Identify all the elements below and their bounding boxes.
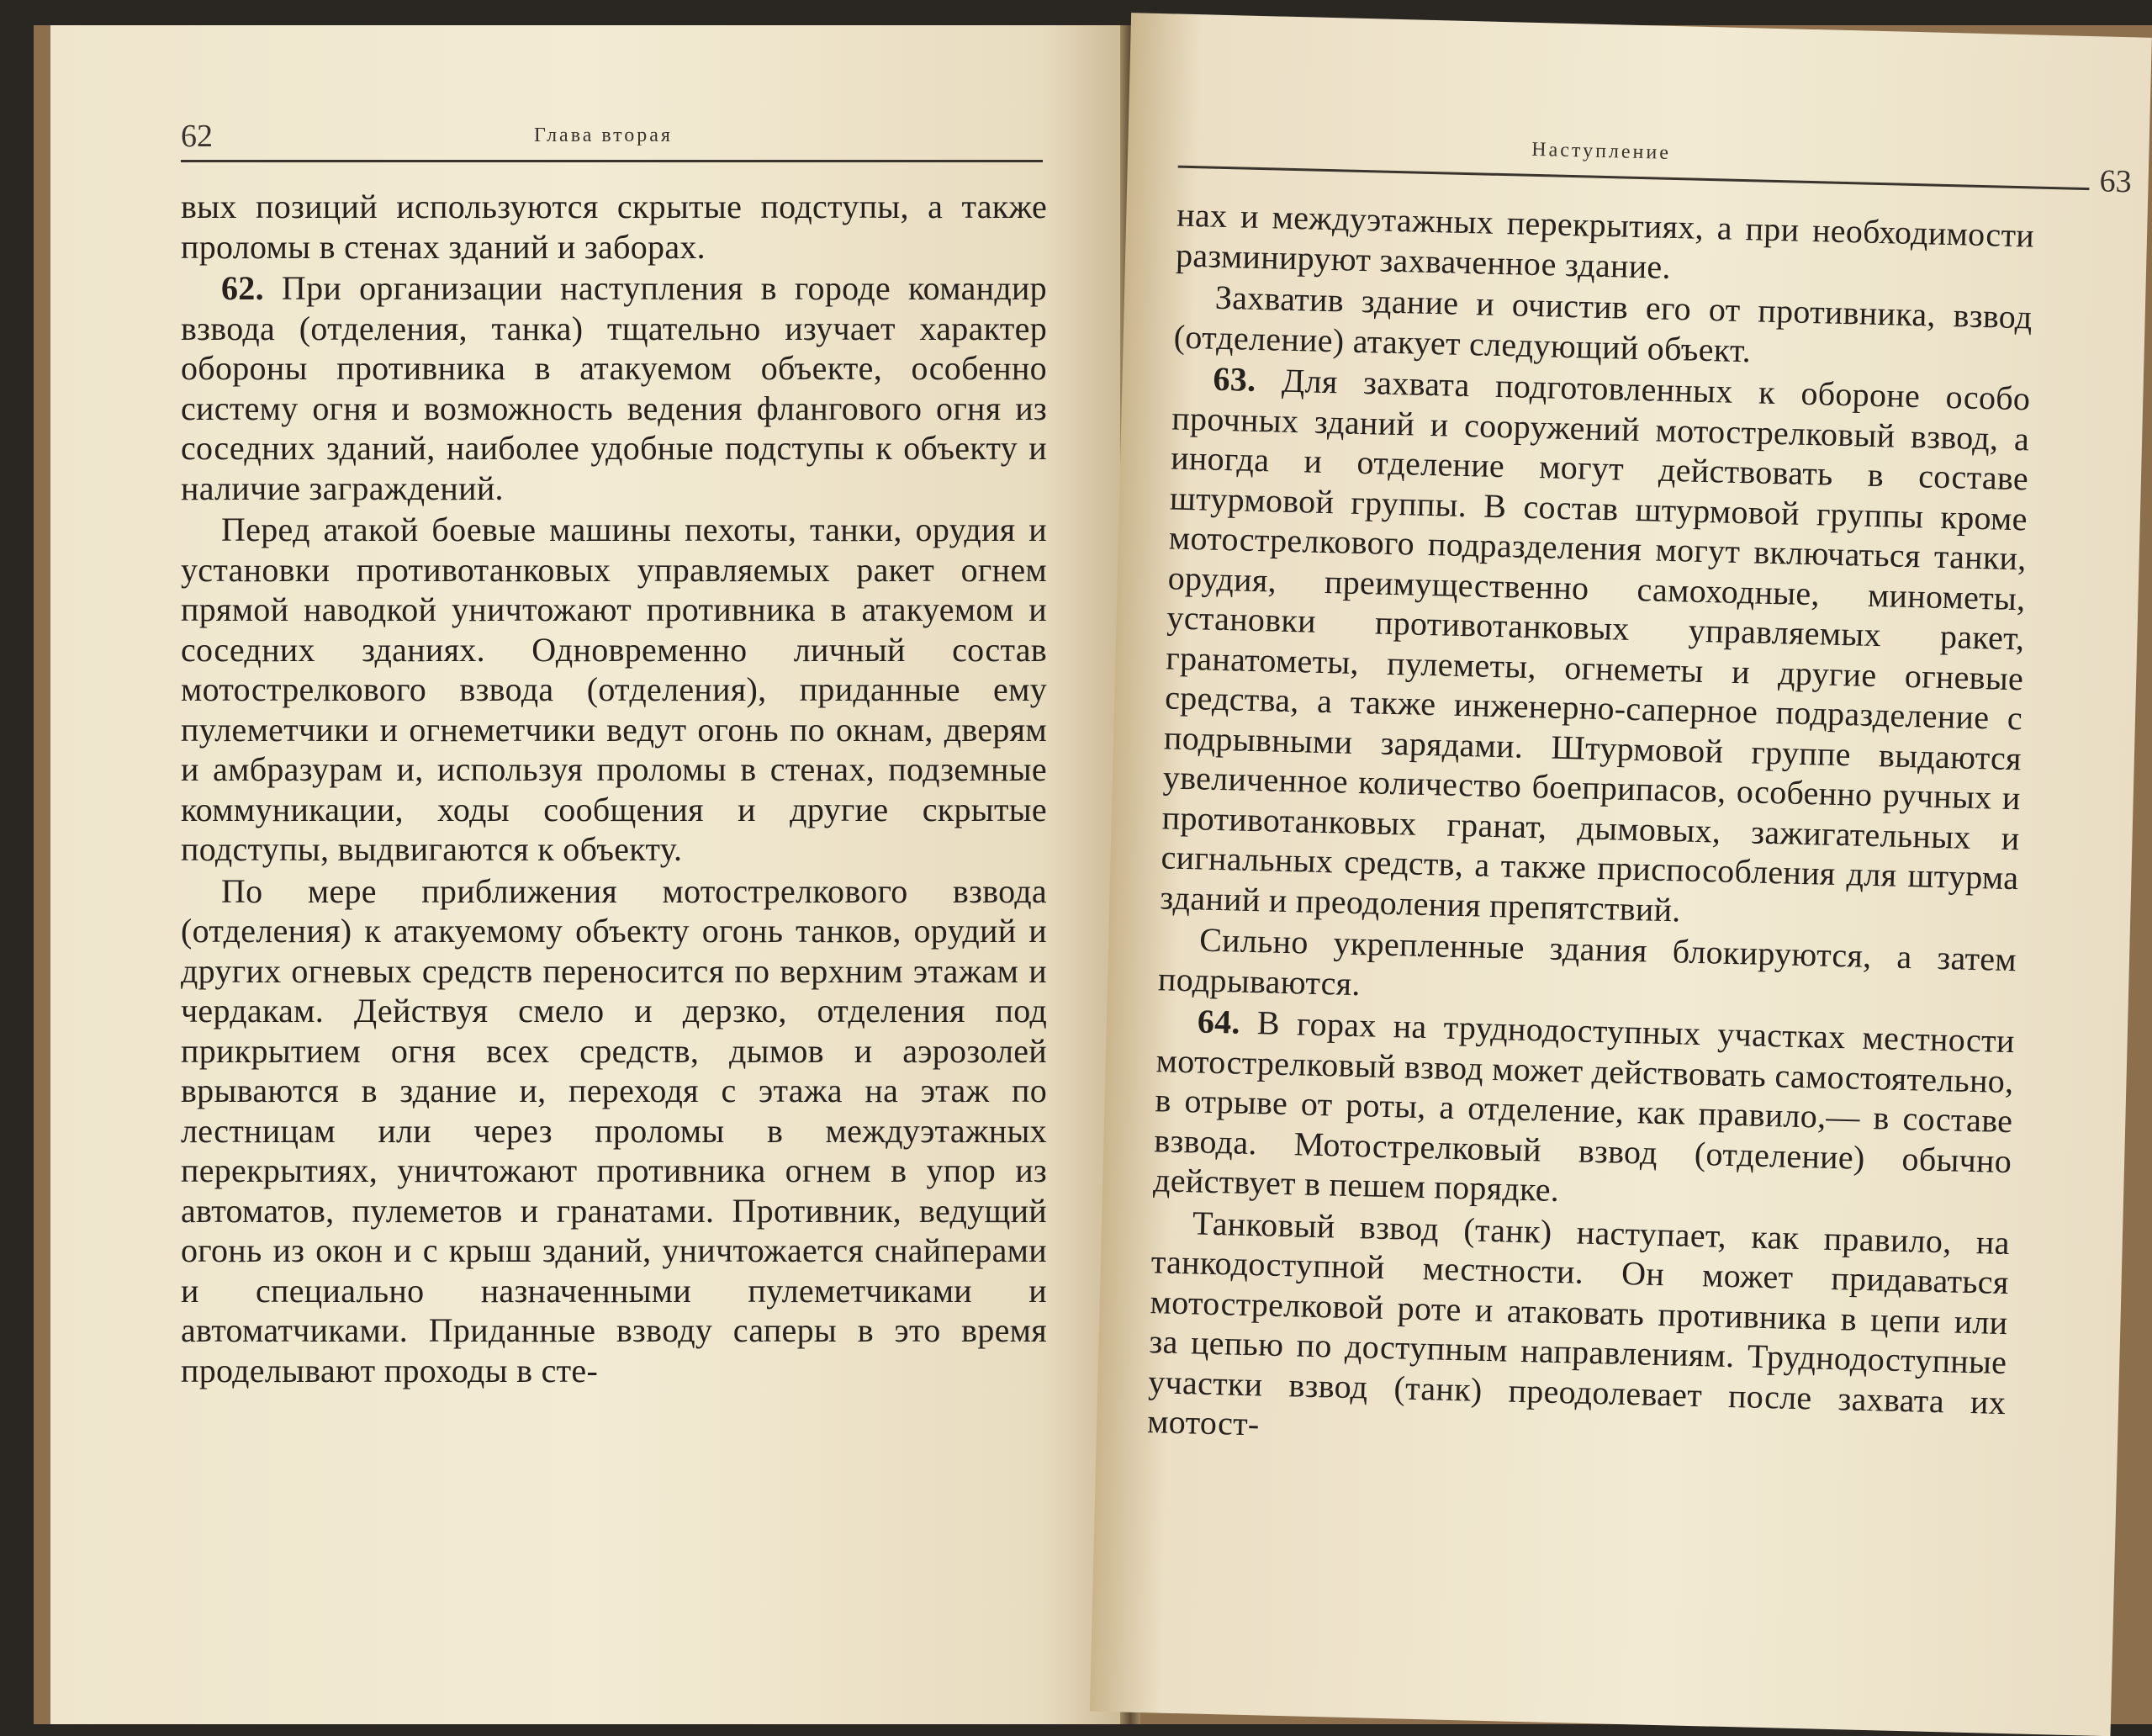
running-head-left: Глава вторая (534, 124, 673, 146)
paragraph-text: Захватив здание и очистив его от противника, взвод (отделение) атакует следующий объект. (1173, 278, 2033, 369)
page-number-left: 62 (181, 119, 213, 154)
paragraph-text: В горах на труднодоступных участках местности мотострелковый взвод может действовать самостоятельно, в отрыве от роты, а отделение, как правило,— в составе взвода. Мотострелковый взвод (отделение) обычно действует в пешем порядке. (1152, 1003, 2016, 1209)
right-page-header (1178, 115, 2133, 200)
paragraph-number: 63. (1213, 359, 1257, 399)
paragraph (181, 510, 1047, 870)
paragraph-text: При организации наступления в городе командир взвода (отделения, танка) тщательно изучает характер обороны противника в атакуемом объекте, особенно систему огня и возможность ведения флангового огня из соседних зданий, наиболее удобные подступы к объекту и наличие заграждений. (181, 269, 1047, 507)
paragraph-text: По мере приближения мотострелкового взвода (отделения) к атакуемому объекту огонь танков, орудий и других огневых средств переносится по верхним этажам и чердакам. Действуя смело и дерзко, отделения под прикрытием огня всех средств, дымов и аэрозолей врываются в здание и, переходя с этажа на этаж по лестницам или через проломы в междуэтажных перекрытиях, уничтожают противника огнем в упор из автоматов, пулеметов и гранатами. Противник, ведущий огонь из окон и с крыш зданий, уничтожается снайперами и специально назначенными пулеметчиками и автоматчиками. Приданные взводу саперы в это время проделывают проходы в сте- (181, 871, 1047, 1389)
paragraph (181, 187, 1047, 267)
running-head-right: Наступление (1531, 138, 1672, 164)
paragraph-text: Танковый взвод (танк) наступает, как правило, на танкодоступной местности. Он может придаваться мотострелковой роте и атаковать противника в цепи или за цепью по доступным направлениям. Труднодоступные участки взвод (танк) преодолевает после захвата их мотост- (1146, 1203, 2011, 1443)
paragraph (1153, 1000, 2015, 1220)
right-page (1090, 13, 2152, 1736)
paragraph-number: 64. (1197, 1002, 1241, 1041)
left-page-text (181, 187, 1047, 1390)
paragraph (1147, 1202, 2011, 1463)
page-number-right: 63 (2099, 163, 2133, 200)
paragraph (181, 268, 1047, 508)
paragraph (1160, 358, 2031, 939)
left-page-header (181, 109, 1043, 162)
paragraph-text: нах и междуэтажных перекрытиях, а при необходимости разминируют захваченное здание. (1175, 195, 2035, 286)
paragraph-text: Для захвата подготовленных к обороне особо прочных зданий и сооружений мотострелковый взвод, а иногда и отделение могут действовать в составе штурмовой группы. В состав штурмовой группы кроме мотострелкового подразделения могут включаться танки, орудия, преимущественно самоходные, минометы, установки противотанковых управляемых ракет, гранатометы, пулеметы, огнеметы и другие огневые средства, а также инженерно-саперное подразделение с подрывными зарядами. Штурмовой группе выдаются увеличенное количество боеприпасов, особенно ручных и противотанковых гранат, дымовых, зажигательных и сигнальных средств, а также приспособления для штурма зданий и преодоления препятствий. (1159, 361, 2031, 929)
right-page-text (1147, 195, 2035, 1463)
paragraph-text: Сильно укрепленные здания блокируются, а затем подрываются. (1157, 920, 2017, 1003)
left-page (50, 25, 1127, 1724)
paragraph-text: Перед атакой боевые машины пехоты, танки, орудия и установки противотанковых управляемых ракет огнем прямой наводкой уничтожают противника в атакуемом и соседних зданиях. Одновременно личный состав мотострелкового взвода (отделения), приданные ему пулеметчики и огнеметчики ведут огонь по окнам, дверям и амбразурам и, используя проломы в стенах, подземные коммуникации, ходы сообщения и другие скрытые подступы, выдвигаются к объекту. (181, 511, 1047, 868)
open-book (34, 25, 2152, 1724)
paragraph (181, 871, 1047, 1391)
paragraph-number: 62. (221, 269, 264, 307)
paragraph-text: вых позиций используются скрытые подступы, а также проломы в стенах зданий и заборах. (181, 188, 1047, 266)
